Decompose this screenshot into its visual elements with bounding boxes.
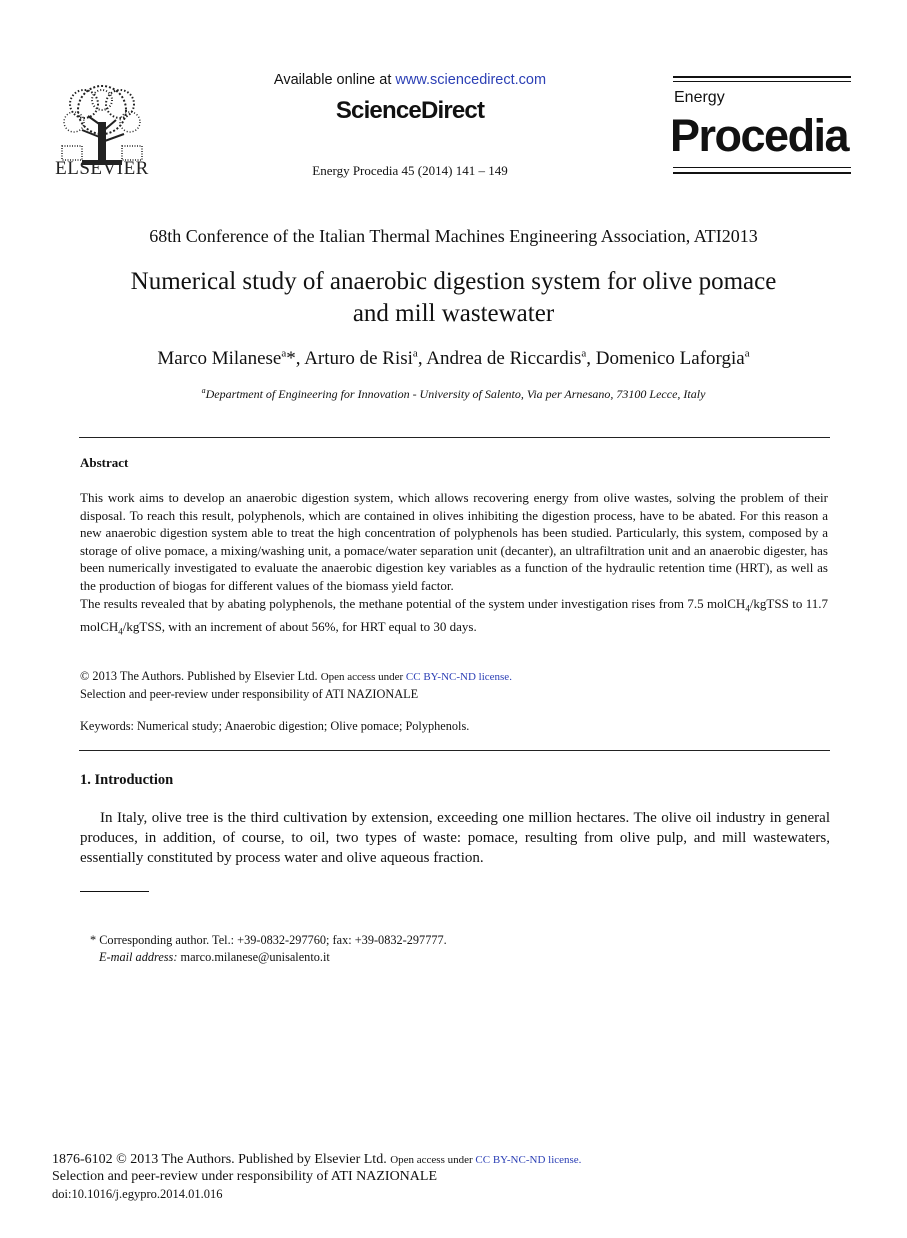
introduction-heading: 1. Introduction xyxy=(80,772,174,788)
bottom-license-link[interactable]: CC BY-NC-ND license. xyxy=(475,1154,582,1166)
author xyxy=(596,348,750,369)
available-prefix: Available online at xyxy=(273,72,396,88)
email-note xyxy=(99,950,330,965)
author-affil-sup: a xyxy=(281,348,287,360)
bottom-peer-review: Selection and peer-review under responsibility of ATI NAZIONALE xyxy=(52,1169,437,1184)
license-link[interactable]: CC BY-NC-ND license. xyxy=(405,671,512,683)
elsevier-wordmark: ELSEVIER xyxy=(55,158,149,179)
conference-name: 68th Conference of the Italian Thermal Machines Engineering Association, ATI2013 xyxy=(149,226,758,246)
keywords: Keywords: Numerical study; Anaerobic digestion; Olive pomace; Polyphenols. xyxy=(80,719,470,733)
journal-logo-rule-bottom-2 xyxy=(673,172,851,174)
journal-logo-procedia: Procedia xyxy=(670,110,849,161)
doi: doi:10.1016/j.egypro.2014.01.016 xyxy=(52,1187,223,1201)
author: Arturo de Risi$^a$, xyxy=(304,348,427,370)
author-name: Marco Milanese xyxy=(157,348,282,370)
email-label: E-mail address: xyxy=(99,950,178,964)
journal-logo-rule-top-2 xyxy=(673,81,851,82)
journal-logo-rule-top xyxy=(673,76,851,78)
peer-review-text: Selection and peer-review under responsibility of ATI NAZIONALE xyxy=(80,687,419,701)
author-list xyxy=(0,348,907,370)
copyright-text: © 2013 The Authors. Published by Elsevier Ltd. xyxy=(80,669,321,683)
author-name: Andrea de Riccardis xyxy=(426,348,582,370)
divider-top xyxy=(79,437,830,438)
affiliation-text: Department of Engineering for Innovation - University of Salento, Via per Arnesano, 73100 Lecce, Italy xyxy=(205,387,706,401)
email-address[interactable]: marco.milanese@unisalento.it xyxy=(177,950,330,964)
divider-bottom xyxy=(79,750,830,751)
author-affil-sup: a xyxy=(412,348,418,360)
corresponding-mark: * xyxy=(286,348,296,370)
author: Andrea de Riccardis$^a$, xyxy=(426,348,596,370)
journal-logo-rule-bottom xyxy=(673,167,851,168)
sciencedirect-logo: ScienceDirect xyxy=(335,97,485,124)
issn-copyright: 1876-6102 © 2013 The Authors. Published by Elsevier Ltd. Open access under CC BY-NC-ND license. xyxy=(52,1152,582,1167)
open-access-text: Open access under xyxy=(320,671,406,683)
copyright-block xyxy=(80,668,512,703)
sciencedirect-link[interactable]: www.sciencedirect.com xyxy=(395,72,547,88)
affiliation-sup: a xyxy=(201,386,206,395)
author-name: Arturo de Risi xyxy=(304,348,413,370)
author-affil-sup: a xyxy=(744,348,750,360)
corresponding-author-note: * Corresponding author. Tel.: +39-0832-297760; fax: +39-0832-297777. xyxy=(90,933,447,947)
abstract-paragraph-2: The results revealed that by abating polyphenols, the methane potential of the system under investigation rises from 7.5 molCH$_4$/kgTSS to 11.7 molCH$_4$/kgTSS, with an increment of about 56%, for HRT equal to 30 days. xyxy=(80,595,828,637)
abstract-paragraph-1: This work aims to develop an anaerobic digestion system, which allows recovering energy from olive wastes, solving the problem of their disposal. To reach this result, polyphenols, which are contained in olives inhibiting the digestion process, have to be abated. For this reason a new anaerobic digestion system able to treat the high concentration of polyphenols has been studied. Particularly, this system, composed by a storage of olive pomace, a mixing/washing unit, a pomace/water separation unit (decanter), an ultrafiltration unit and an anaerobic digester, has been numerically investigated to evaluate the anaerobic digestion key variables as a function of the hydraulic retention time (HRT), as well as the production of biogas for different values of the biomass yield factor. xyxy=(80,490,828,593)
abstract-heading: Abstract xyxy=(80,455,129,470)
author-name: Domenico Laforgia xyxy=(595,348,745,370)
title-line-1: Numerical study of anaerobic digestion system for olive pomace xyxy=(130,268,777,295)
title-line-2: and mill wastewater xyxy=(352,300,555,327)
available-online xyxy=(200,72,620,88)
affiliation xyxy=(0,386,907,402)
journal-logo-energy: Energy xyxy=(674,89,725,106)
abstract-body xyxy=(80,489,828,641)
introduction-paragraph: In Italy, olive tree is the third cultivation by extension, exceeding one million hectares. The olive oil industry in general produces, in addition, of course, to oil, two types of waste: pomace, resulting from olive pulp, and mill wastewaters, essentially constituted by process water and olive aqueous fraction. xyxy=(80,810,830,866)
journal-citation: Energy Procedia 45 (2014) 141 – 149 xyxy=(312,163,508,178)
footnote-rule xyxy=(80,891,149,892)
author: Marco Milanese$^a$*, xyxy=(157,348,305,370)
article-title xyxy=(80,266,827,330)
author-affil-sup: a xyxy=(581,348,587,360)
